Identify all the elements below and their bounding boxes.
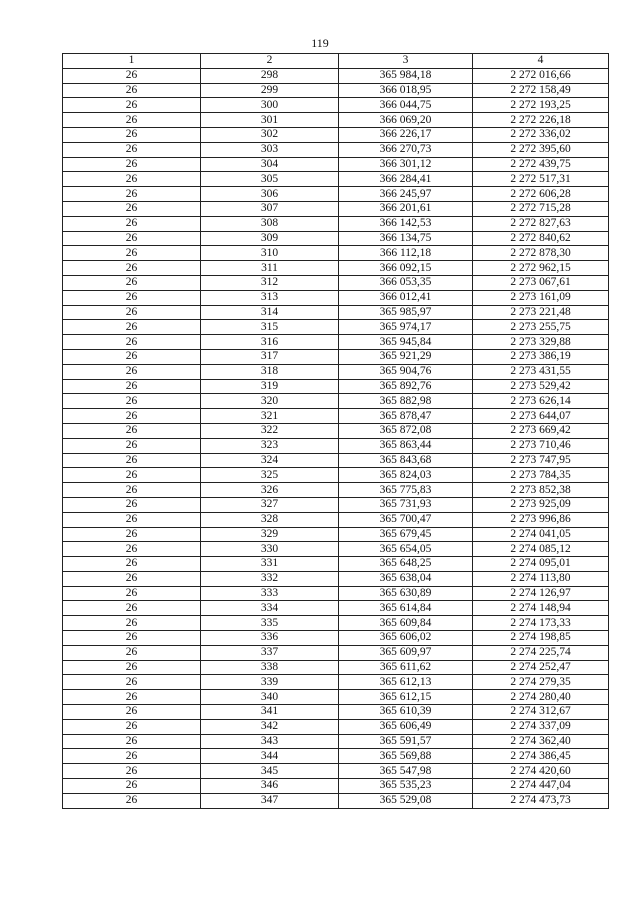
table-cell: 2 273 784,35 xyxy=(473,468,609,483)
table-cell: 2 274 386,45 xyxy=(473,749,609,764)
table-cell: 2 274 173,33 xyxy=(473,616,609,631)
table-cell: 2 272 517,31 xyxy=(473,172,609,187)
table-cell: 313 xyxy=(201,290,339,305)
table-cell: 308 xyxy=(201,216,339,231)
table-cell: 310 xyxy=(201,246,339,261)
table-cell: 366 270,73 xyxy=(339,142,473,157)
table-cell: 26 xyxy=(63,172,201,187)
table-cell: 366 284,41 xyxy=(339,172,473,187)
table-cell: 326 xyxy=(201,483,339,498)
table-cell: 26 xyxy=(63,98,201,113)
table-cell: 2 274 447,04 xyxy=(473,779,609,794)
table-row xyxy=(63,113,609,128)
table-cell: 2 274 198,85 xyxy=(473,631,609,646)
table-row xyxy=(63,453,609,468)
table-row xyxy=(63,409,609,424)
table-cell: 26 xyxy=(63,246,201,261)
table-cell: 312 xyxy=(201,275,339,290)
table-cell: 26 xyxy=(63,423,201,438)
table-cell: 26 xyxy=(63,793,201,808)
column-header: 3 xyxy=(339,54,473,69)
table-cell: 26 xyxy=(63,142,201,157)
table-cell: 2 274 312,67 xyxy=(473,705,609,720)
table-cell: 307 xyxy=(201,201,339,216)
table-cell: 302 xyxy=(201,127,339,142)
table-cell: 2 274 362,40 xyxy=(473,734,609,749)
table-row xyxy=(63,512,609,527)
table-row xyxy=(63,394,609,409)
table-cell: 324 xyxy=(201,453,339,468)
table-cell: 26 xyxy=(63,157,201,172)
table-cell: 365 610,39 xyxy=(339,705,473,720)
table-cell: 365 904,76 xyxy=(339,364,473,379)
table-row xyxy=(63,438,609,453)
table-cell: 365 892,76 xyxy=(339,379,473,394)
table-cell: 26 xyxy=(63,394,201,409)
table-cell: 365 535,23 xyxy=(339,779,473,794)
table-row xyxy=(63,631,609,646)
table-row xyxy=(63,379,609,394)
table-cell: 365 824,03 xyxy=(339,468,473,483)
table-cell: 365 974,17 xyxy=(339,320,473,335)
table-row xyxy=(63,719,609,734)
table-cell: 26 xyxy=(63,438,201,453)
table-row xyxy=(63,749,609,764)
table-cell: 26 xyxy=(63,305,201,320)
table-cell: 336 xyxy=(201,631,339,646)
table-cell: 26 xyxy=(63,749,201,764)
table-cell: 332 xyxy=(201,571,339,586)
table-cell: 2 273 925,09 xyxy=(473,497,609,512)
table-cell: 343 xyxy=(201,734,339,749)
table-cell: 2 273 852,38 xyxy=(473,483,609,498)
coordinates-table xyxy=(62,53,609,809)
table-row xyxy=(63,527,609,542)
table-cell: 26 xyxy=(63,468,201,483)
table-cell: 2 272 606,28 xyxy=(473,187,609,202)
table-cell: 26 xyxy=(63,586,201,601)
table-row xyxy=(63,187,609,202)
table-cell: 315 xyxy=(201,320,339,335)
table-cell: 2 272 193,25 xyxy=(473,98,609,113)
table-cell: 2 273 669,42 xyxy=(473,423,609,438)
table-cell: 340 xyxy=(201,690,339,705)
table-cell: 26 xyxy=(63,261,201,276)
table-cell: 2 274 095,01 xyxy=(473,557,609,572)
table-cell: 338 xyxy=(201,660,339,675)
table-cell: 365 731,93 xyxy=(339,497,473,512)
table-cell: 334 xyxy=(201,601,339,616)
table-cell: 26 xyxy=(63,83,201,98)
table-cell: 304 xyxy=(201,157,339,172)
table-row xyxy=(63,616,609,631)
table-cell: 365 611,62 xyxy=(339,660,473,675)
table-cell: 365 569,88 xyxy=(339,749,473,764)
table-cell: 328 xyxy=(201,512,339,527)
table-cell: 26 xyxy=(63,113,201,128)
table-row xyxy=(63,675,609,690)
table-cell: 2 273 161,09 xyxy=(473,290,609,305)
table-cell: 303 xyxy=(201,142,339,157)
table-cell: 2 274 280,40 xyxy=(473,690,609,705)
table-cell: 26 xyxy=(63,557,201,572)
table-cell: 2 273 529,42 xyxy=(473,379,609,394)
table-cell: 305 xyxy=(201,172,339,187)
column-header: 1 xyxy=(63,54,201,69)
table-cell: 316 xyxy=(201,335,339,350)
table-cell: 365 614,84 xyxy=(339,601,473,616)
table-cell: 329 xyxy=(201,527,339,542)
table-cell: 365 700,47 xyxy=(339,512,473,527)
table-cell: 2 273 386,19 xyxy=(473,349,609,364)
table-cell: 365 921,29 xyxy=(339,349,473,364)
table-header-row xyxy=(63,54,609,69)
table-cell: 26 xyxy=(63,231,201,246)
table-row xyxy=(63,335,609,350)
column-header: 4 xyxy=(473,54,609,69)
table-cell: 365 609,97 xyxy=(339,645,473,660)
table-cell: 26 xyxy=(63,734,201,749)
table-cell: 2 273 329,88 xyxy=(473,335,609,350)
table-cell: 26 xyxy=(63,571,201,586)
table-row xyxy=(63,127,609,142)
table-cell: 26 xyxy=(63,275,201,290)
table-row xyxy=(63,497,609,512)
table-cell: 366 301,12 xyxy=(339,157,473,172)
table-cell: 306 xyxy=(201,187,339,202)
table-cell: 2 272 715,28 xyxy=(473,201,609,216)
table-cell: 26 xyxy=(63,512,201,527)
table-cell: 365 679,45 xyxy=(339,527,473,542)
table-cell: 320 xyxy=(201,394,339,409)
table-cell: 2 272 158,49 xyxy=(473,83,609,98)
table-row xyxy=(63,320,609,335)
table-row xyxy=(63,571,609,586)
table-cell: 2 273 221,48 xyxy=(473,305,609,320)
table-cell: 365 648,25 xyxy=(339,557,473,572)
table-row xyxy=(63,734,609,749)
table-cell: 366 134,75 xyxy=(339,231,473,246)
table-cell: 365 606,02 xyxy=(339,631,473,646)
table-cell: 26 xyxy=(63,527,201,542)
table-row xyxy=(63,705,609,720)
table-row xyxy=(63,98,609,113)
table-cell: 366 053,35 xyxy=(339,275,473,290)
table-cell: 300 xyxy=(201,98,339,113)
table-cell: 330 xyxy=(201,542,339,557)
table-cell: 2 273 710,46 xyxy=(473,438,609,453)
table-cell: 365 529,08 xyxy=(339,793,473,808)
table-cell: 319 xyxy=(201,379,339,394)
table-row xyxy=(63,779,609,794)
table-cell: 365 630,89 xyxy=(339,586,473,601)
table-cell: 327 xyxy=(201,497,339,512)
table-cell: 26 xyxy=(63,631,201,646)
table-row xyxy=(63,542,609,557)
table-cell: 2 273 626,14 xyxy=(473,394,609,409)
table-cell: 26 xyxy=(63,497,201,512)
table-cell: 2 272 878,30 xyxy=(473,246,609,261)
table-cell: 26 xyxy=(63,364,201,379)
table-cell: 314 xyxy=(201,305,339,320)
table-cell: 365 612,15 xyxy=(339,690,473,705)
table-cell: 2 273 644,07 xyxy=(473,409,609,424)
table-row xyxy=(63,172,609,187)
table-cell: 2 272 336,02 xyxy=(473,127,609,142)
table-cell: 2 274 473,73 xyxy=(473,793,609,808)
table-cell: 2 274 148,94 xyxy=(473,601,609,616)
table-cell: 301 xyxy=(201,113,339,128)
table-row xyxy=(63,246,609,261)
table-cell: 26 xyxy=(63,645,201,660)
table-cell: 365 878,47 xyxy=(339,409,473,424)
table-cell: 365 775,83 xyxy=(339,483,473,498)
table-row xyxy=(63,690,609,705)
table-body xyxy=(63,68,609,808)
table-row xyxy=(63,275,609,290)
table-row xyxy=(63,483,609,498)
table-cell: 26 xyxy=(63,127,201,142)
table-cell: 366 142,53 xyxy=(339,216,473,231)
table-cell: 337 xyxy=(201,645,339,660)
table-row xyxy=(63,601,609,616)
table-cell: 2 272 226,18 xyxy=(473,113,609,128)
table-cell: 2 274 041,05 xyxy=(473,527,609,542)
table-cell: 365 945,84 xyxy=(339,335,473,350)
table-cell: 2 272 439,75 xyxy=(473,157,609,172)
table-cell: 299 xyxy=(201,83,339,98)
table-row xyxy=(63,764,609,779)
table-cell: 2 272 395,60 xyxy=(473,142,609,157)
table-cell: 26 xyxy=(63,349,201,364)
table-cell: 26 xyxy=(63,335,201,350)
table-row xyxy=(63,157,609,172)
table-cell: 366 018,95 xyxy=(339,83,473,98)
table-cell: 345 xyxy=(201,764,339,779)
table-cell: 26 xyxy=(63,201,201,216)
table-cell: 366 112,18 xyxy=(339,246,473,261)
table-cell: 26 xyxy=(63,68,201,83)
table-cell: 347 xyxy=(201,793,339,808)
table-row xyxy=(63,290,609,305)
table-cell: 2 274 085,12 xyxy=(473,542,609,557)
table-cell: 365 863,44 xyxy=(339,438,473,453)
table-cell: 366 044,75 xyxy=(339,98,473,113)
table-cell: 2 274 252,47 xyxy=(473,660,609,675)
table-cell: 318 xyxy=(201,364,339,379)
table-cell: 365 984,18 xyxy=(339,68,473,83)
table-cell: 365 609,84 xyxy=(339,616,473,631)
table-cell: 366 012,41 xyxy=(339,290,473,305)
table-cell: 26 xyxy=(63,453,201,468)
table-cell: 26 xyxy=(63,483,201,498)
table-cell: 26 xyxy=(63,187,201,202)
table-row xyxy=(63,660,609,675)
table-row xyxy=(63,201,609,216)
table-row xyxy=(63,68,609,83)
table-cell: 344 xyxy=(201,749,339,764)
table-cell: 26 xyxy=(63,542,201,557)
table-cell: 365 882,98 xyxy=(339,394,473,409)
table-row xyxy=(63,349,609,364)
table-cell: 322 xyxy=(201,423,339,438)
table-cell: 325 xyxy=(201,468,339,483)
table-cell: 26 xyxy=(63,690,201,705)
table-cell: 2 273 747,95 xyxy=(473,453,609,468)
table-row xyxy=(63,83,609,98)
table-cell: 366 226,17 xyxy=(339,127,473,142)
table-row xyxy=(63,645,609,660)
column-header: 2 xyxy=(201,54,339,69)
table-cell: 365 872,08 xyxy=(339,423,473,438)
table-cell: 26 xyxy=(63,379,201,394)
table-row xyxy=(63,231,609,246)
table-cell: 366 201,61 xyxy=(339,201,473,216)
table-cell: 2 272 962,15 xyxy=(473,261,609,276)
table-cell: 26 xyxy=(63,675,201,690)
table-row xyxy=(63,586,609,601)
table-cell: 26 xyxy=(63,719,201,734)
table-cell: 26 xyxy=(63,216,201,231)
table-cell: 2 274 113,80 xyxy=(473,571,609,586)
table-row xyxy=(63,793,609,808)
table-cell: 365 843,68 xyxy=(339,453,473,468)
table-cell: 26 xyxy=(63,616,201,631)
table-row xyxy=(63,305,609,320)
table-cell: 346 xyxy=(201,779,339,794)
table-cell: 26 xyxy=(63,290,201,305)
table-cell: 298 xyxy=(201,68,339,83)
table-cell: 342 xyxy=(201,719,339,734)
table-cell: 366 069,20 xyxy=(339,113,473,128)
table-cell: 311 xyxy=(201,261,339,276)
table-cell: 366 245,97 xyxy=(339,187,473,202)
table-cell: 331 xyxy=(201,557,339,572)
table-cell: 365 606,49 xyxy=(339,719,473,734)
table-cell: 2 272 840,62 xyxy=(473,231,609,246)
table-cell: 2 274 279,35 xyxy=(473,675,609,690)
table-cell: 366 092,15 xyxy=(339,261,473,276)
table-cell: 2 273 255,75 xyxy=(473,320,609,335)
table-cell: 26 xyxy=(63,409,201,424)
table-cell: 335 xyxy=(201,616,339,631)
table-cell: 26 xyxy=(63,764,201,779)
table-cell: 365 547,98 xyxy=(339,764,473,779)
table-cell: 2 272 016,66 xyxy=(473,68,609,83)
table-cell: 321 xyxy=(201,409,339,424)
table-cell: 26 xyxy=(63,779,201,794)
page-number: 119 xyxy=(311,36,329,50)
table-cell: 365 985,97 xyxy=(339,305,473,320)
table-row xyxy=(63,364,609,379)
table-cell: 2 273 067,61 xyxy=(473,275,609,290)
table-row xyxy=(63,557,609,572)
table-cell: 2 274 420,60 xyxy=(473,764,609,779)
table-cell: 365 612,13 xyxy=(339,675,473,690)
table-cell: 317 xyxy=(201,349,339,364)
table-cell: 2 274 337,09 xyxy=(473,719,609,734)
table-cell: 365 591,57 xyxy=(339,734,473,749)
table-cell: 2 273 996,86 xyxy=(473,512,609,527)
table-cell: 333 xyxy=(201,586,339,601)
table-cell: 26 xyxy=(63,705,201,720)
table-cell: 309 xyxy=(201,231,339,246)
table-cell: 2 273 431,55 xyxy=(473,364,609,379)
table-cell: 341 xyxy=(201,705,339,720)
table-cell: 2 274 126,97 xyxy=(473,586,609,601)
table-row xyxy=(63,216,609,231)
table-row xyxy=(63,423,609,438)
table-cell: 26 xyxy=(63,601,201,616)
table-cell: 26 xyxy=(63,660,201,675)
table-row xyxy=(63,468,609,483)
table-cell: 2 274 225,74 xyxy=(473,645,609,660)
table-cell: 365 654,05 xyxy=(339,542,473,557)
table-row xyxy=(63,142,609,157)
table-row xyxy=(63,261,609,276)
table-cell: 323 xyxy=(201,438,339,453)
table-cell: 26 xyxy=(63,320,201,335)
table-cell: 339 xyxy=(201,675,339,690)
table-cell: 365 638,04 xyxy=(339,571,473,586)
table-cell: 2 272 827,63 xyxy=(473,216,609,231)
